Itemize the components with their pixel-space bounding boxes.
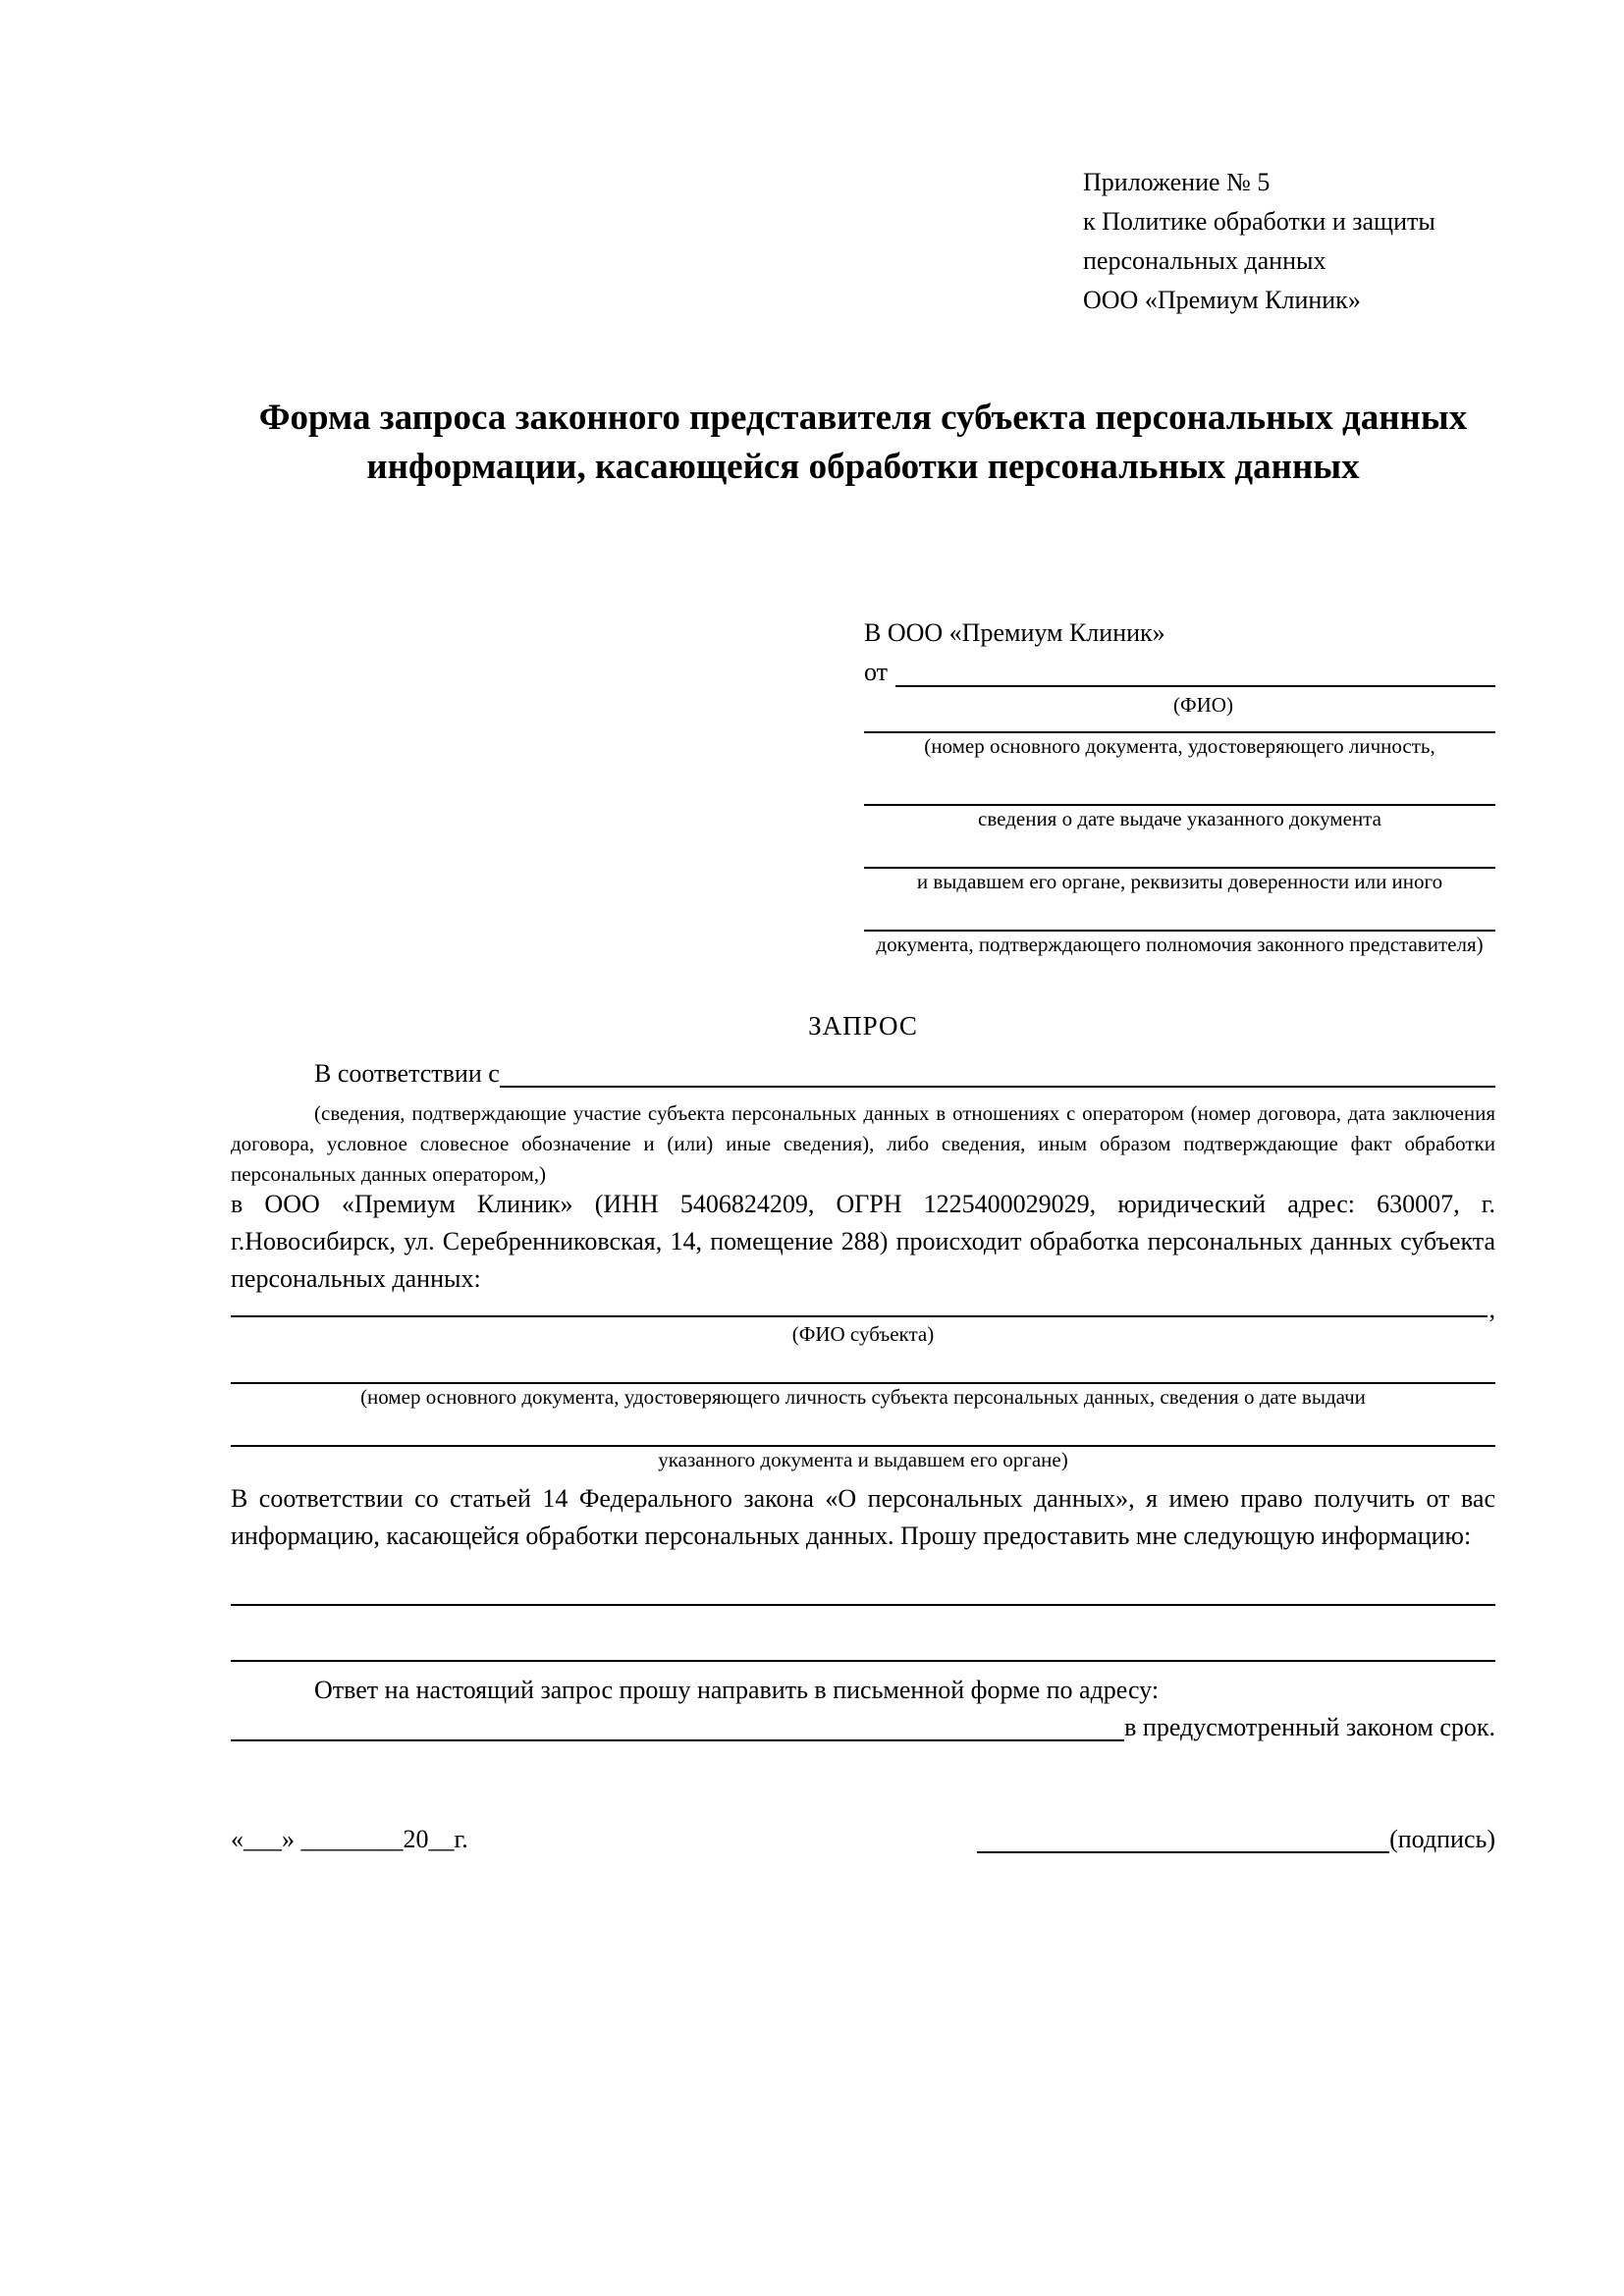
from-field [864,653,1495,692]
blank-field-line [231,1315,1488,1317]
reply-tail-text: в предусмотренный законом срок. [1124,1713,1495,1741]
signature-line [977,1851,1389,1853]
blank-field-line [231,1606,1495,1662]
blank-field-line [231,1410,1495,1447]
addressee-block [864,614,1495,957]
document-title [231,394,1495,492]
reply-address-field [231,1709,1495,1746]
representative-document-field [864,718,1495,957]
annex-line: к Политике обработки и защиты [1083,207,1435,236]
annex-line: персональных данных [1083,246,1326,275]
field-caption: (номер основного документа, удостоверяющего личность субъекта персональных данных, сведения о дате выдачи [360,1385,1366,1409]
document-title-line: информации, касающейся обработки персональных данных [366,447,1360,487]
document-title-line: Форма запроса законного представителя субъекта персональных данных [258,398,1468,438]
blank-field-line [864,831,1495,869]
field-caption: документа, подтверждающего полномочия законного представителя) [876,933,1484,956]
blank-field-line [895,685,1495,687]
signature-caption: (подпись) [1389,1825,1495,1853]
annex-block [1083,163,1495,320]
annex-line: ООО «Премиум Клиник» [1083,286,1361,314]
request-heading: ЗАПРОС [808,1011,918,1041]
blank-field-line [864,759,1495,806]
basis-field [231,1055,1495,1093]
date-field: «___» ________20__г. [231,1825,468,1853]
basis-note: (сведения, подтверждающие участие субъекта персональных данных в отношениях с оператором (номер договора, дата заключения договора, условное словесное обозначение и (или) иные сведения), либо сведения, иным образом подтверждающие факт обработки персональных данных оператором,) [231,1101,1495,1186]
blank-field-line [231,1347,1495,1384]
field-caption: (номер основного документа, удостоверяющего личность, [924,734,1435,758]
field-caption: и выдавшем его органе, реквизиты доверенности или иного [916,870,1443,893]
field-caption: (ФИО) [1173,693,1233,717]
field-caption: (ФИО субъекта) [791,1322,935,1346]
rights-paragraph: В соответствии со статьей 14 Федерального закона «О персональных данных», я имею право получить от вас информацию, касающейся обработки персональных данных. Прошу предоставить мне следующую информацию: [231,1484,1495,1550]
field-caption: сведения о дате выдаче указанного документа [978,807,1381,830]
opening-text: В соответствии с [314,1059,500,1088]
reply-paragraph: Ответ на настоящий запрос прошу направить в письменной форме по адресу: [314,1676,1160,1704]
field-caption: указанного документа и выдавшем его органе) [658,1448,1068,1471]
operator-paragraph: в ООО «Премиум Клиник» (ИНН 5406824209, ОГРН 1225400029029, юридический адрес: 630007, г. г.Новосибирск, ул. Серебренниковская, 14, помещение 288) происходит обработка персональных данных субъекта персональных данных: [231,1190,1495,1293]
trailing-comma: , [1489,1295,1495,1323]
blank-field-line [500,1086,1495,1088]
blank-field-line [864,894,1495,932]
blank-field-line [864,718,1495,733]
signature-row [231,1821,1495,1858]
from-label: от [864,658,889,686]
blank-field-line [231,1555,1495,1606]
annex-line: Приложение № 5 [1083,168,1271,196]
addressee-organization: В ООО «Премиум Клиник» [864,618,1165,647]
blank-field-line [231,1739,1124,1741]
subject-fio-field [231,1295,1495,1323]
